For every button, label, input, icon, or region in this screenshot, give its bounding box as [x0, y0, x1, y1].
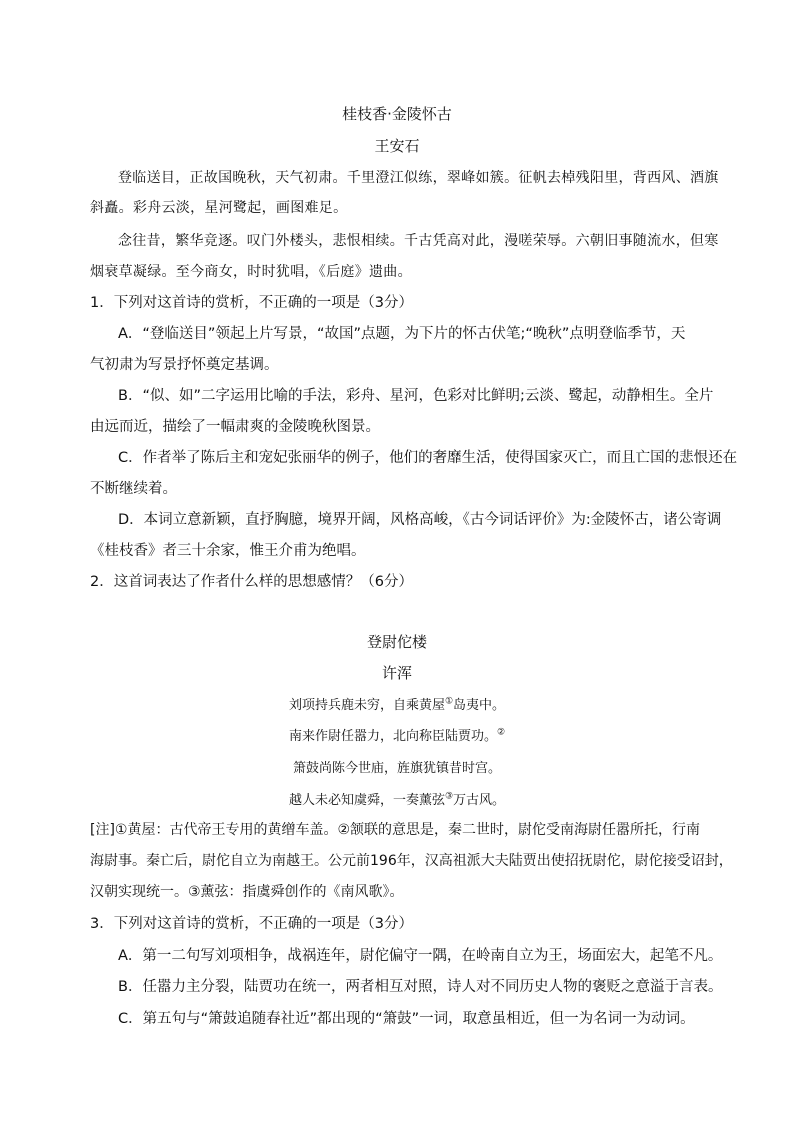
- poem2-title: 登尉佗楼: [366, 633, 427, 651]
- question-2-stem: 2．这首词表达了作者什么样的思想感情？（6分）: [90, 574, 413, 590]
- option-d-line-2: 《桂枝香》者三十余家，惟王介甫为绝唱。: [90, 543, 366, 559]
- poem2-line-4: 越人未必知虞舜，一奏薰弦③万古风。: [288, 791, 506, 808]
- poem1-line: 斜矗。彩舟云淡，星河鹭起，画图难足。: [90, 200, 348, 216]
- option-a-line-2: 气初肃为写景抒怀奠定基调。: [90, 357, 279, 373]
- option-c-line-2: 不断继续着。: [90, 481, 177, 497]
- poem1-line: 烟衰草凝绿。至今商女，时时犹唱，《后庭》遗曲。: [90, 264, 412, 280]
- poem2-author: 许浑: [381, 664, 412, 682]
- option-b-line-1: B．“似、如”二字运用比喻的手法，彩舟、星河，色彩对比鲜明;云淡、鹭起，动静相生。全片: [118, 388, 714, 404]
- poem1-line: 登临送目，正故国晚秋，天气初肃。千里澄江似练，翠峰如簇。征帆去棹残阳里，背西风、酒旗: [118, 170, 719, 186]
- poem2-line-2: 南来作尉任嚣力，北向称臣陆贾功。②: [288, 727, 506, 744]
- annotation-line: 海尉事。秦亡后，尉佗自立为南越王。公元前196年，汉高祖派大夫陆贾出使招抚尉佗，尉佗接受诏封，: [90, 853, 733, 869]
- poem1-title: 桂枝香·金陵怀古: [342, 105, 452, 123]
- option-a: A．第一二句写刘项相争，战祸连年，尉佗偏守一隅，在岭南自立为王，场面宏大，起笔不凡。: [118, 948, 723, 964]
- option-a-line-1: A．“登临送目”领起上片写景，“故国”点题，为下片的怀古伏笔;“晚秋”点明登临季节，天: [118, 326, 686, 342]
- annotation-line: [注]①黄屋：古代帝王专用的黄缯车盖。②颔联的意思是，秦二世时，尉佗受南海尉任嚣所托，行南: [90, 822, 701, 838]
- poem2-line-3: 箫鼓尚陈今世庙，旌旗犹镇昔时宫。: [292, 761, 501, 776]
- poem2-line-1: 刘项持兵鹿未穷，自乘黄屋①岛夷中。: [288, 696, 506, 713]
- option-d-line-1: D．本词立意新颖，直抒胸臆，境界开阔，风格高峻，《古今词话评价》为:金陵怀古，诸公寄调: [118, 512, 722, 528]
- question-3-stem: 3．下列对这首诗的赏析，不正确的一项是（3分）: [90, 916, 413, 932]
- option-b: B．任嚣力主分裂，陆贾功在统一，两者相互对照，诗人对不同历史人物的褒贬之意溢于言表。: [118, 979, 723, 995]
- option-b-line-2: 由远而近，描绘了一幅肃爽的金陵晚秋图景。: [90, 419, 380, 435]
- question-1-stem: 1．下列对这首诗的赏析，不正确的一项是（3分）: [90, 295, 413, 311]
- poem1-author: 王安石: [374, 137, 420, 155]
- annotation-line: 汉朝实现统一。③薰弦：指虞舜创作的《南风歌》。: [90, 884, 404, 900]
- option-c-line-1: C．作者举了陈后主和宠妃张丽华的例子，他们的奢靡生活，使得国家灭亡，而且亡国的悲恨还在: [118, 450, 738, 466]
- option-c: C．第五句与“箫鼓追随春社近”都出现的“箫鼓”一词，取意虽相近，但一为名词一为动词。: [118, 1011, 695, 1027]
- poem1-line: 念往昔，繁华竞逐。叹门外楼头，悲恨相续。千古凭高对此，漫嗟荣辱。六朝旧事随流水，但寒: [118, 233, 719, 249]
